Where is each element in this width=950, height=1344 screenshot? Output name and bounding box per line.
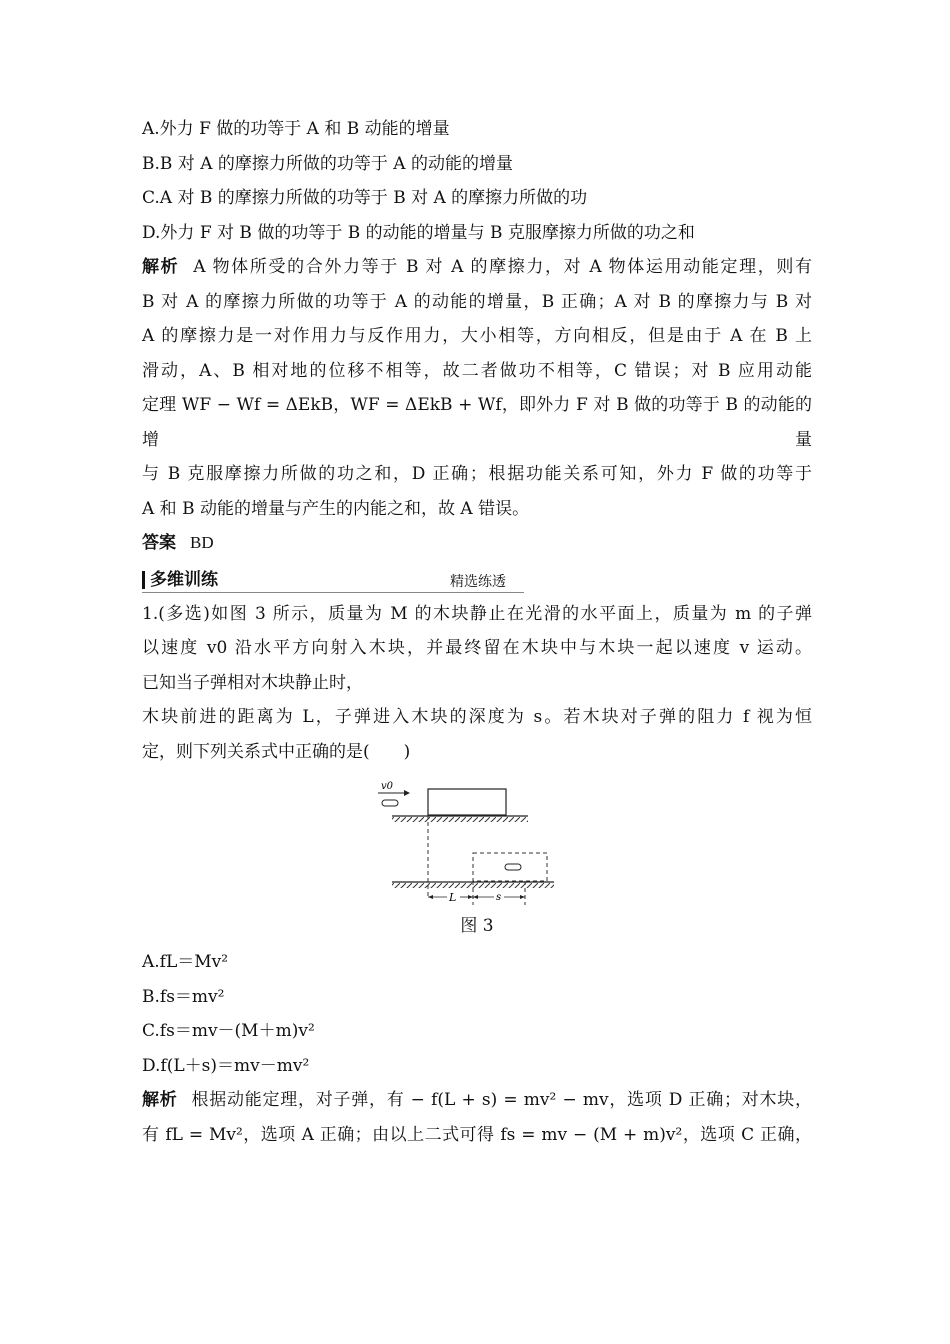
analysis1-line: A 和 B 动能的增量与产生的内能之和，故 A 错误。: [142, 498, 530, 519]
analysis1-label: 解析: [142, 257, 180, 277]
option-b-top: B.B 对 A 的摩擦力所做的功等于 A 的动能的增量: [142, 153, 513, 174]
analysis1-line: 解析 A 物体所受的合外力等于 B 对 A 的摩擦力，对 A 物体运用动能定理，则有: [142, 257, 813, 277]
figure-3: [142, 769, 812, 909]
analysis1-line: 与 B 克服摩擦力所做的功之和，D 正确；根据功能关系可知，外力 F 做的功等于: [142, 464, 812, 484]
s-arrow-left: [473, 895, 478, 899]
analysis1-line: 定理 WF − Wf = ΔEkB，WF = ΔEkB + Wf，即外力 F 对 B 做的功等于 B 的动能的增量: [142, 395, 812, 450]
L-arrow-right: [468, 895, 473, 899]
section-title: 多维训练: [150, 569, 218, 590]
bullet-final: [505, 864, 521, 870]
analysis2-line: 有 fL = Mv²，选项 A 正确；由以上二式可得 fs = mv − (M + m)v²，选项 C 正确，: [142, 1124, 812, 1145]
section-header: [142, 565, 812, 595]
analysis2-label: 解析: [142, 1090, 178, 1110]
top-scene: [378, 781, 528, 822]
question-line: 1.(多选)如图 3 所示，质量为 M 的木块静止在光滑的水平面上，质量为 m 的子弹: [142, 603, 812, 624]
option-c-bottom: C.fs＝mv－(M＋m)v²: [142, 1021, 315, 1041]
section-rule: [142, 592, 524, 593]
option-d-top: D.外力 F 对 B 做的功等于 B 的动能的增量与 B 克服摩擦力所做的功之和: [142, 222, 695, 243]
bottom-scene: [392, 853, 554, 905]
analysis2-line: 解析 根据动能定理，对子弹，有 − f(L + s) = mv² − mv，选项 D 正确；对木块，: [142, 1090, 813, 1110]
option-b-bottom: B.fs＝mv²: [142, 986, 225, 1007]
answer1-value: BD: [190, 533, 214, 552]
option-a-top: A.外力 F 做的功等于 A 和 B 动能的增量: [142, 119, 450, 139]
question-line: 以速度 v0 沿水平方向射入木块，并最终留在木块中与木块一起以速度 v 运动。: [142, 638, 812, 658]
v0-label: v0: [381, 781, 394, 792]
analysis1-line: A 的摩擦力是一对作用力与反作用力，大小相等，方向相反，但是由于 A 在 B 上: [142, 326, 812, 346]
ground-bottom-hatch: [392, 883, 554, 888]
bullet-initial: [382, 800, 398, 806]
option-a-bottom: A.fL＝Mv²: [142, 952, 229, 972]
section-bar: [142, 571, 145, 589]
answer1-label: 答案: [142, 533, 176, 553]
document-page: [142, 112, 812, 1152]
bullet-block-diagram: [142, 769, 812, 909]
ground-top-hatch: [392, 817, 528, 822]
block-initial: [428, 789, 506, 815]
question-line: 已知当子弹相对木块静止时，: [142, 672, 363, 693]
analysis1-line: 滑动，A、B 相对地的位移不相等，故二者做功不相等，C 错误；对 B 应用动能: [142, 360, 812, 381]
option-c-top: C.A 对 B 的摩擦力所做的功等于 B 对 A 的摩擦力所做的功: [142, 188, 588, 208]
answer1: [142, 526, 812, 561]
figure-caption: 图 3: [460, 916, 494, 936]
analysis1-line: B 对 A 的摩擦力所做的功等于 A 的动能的增量，B 正确；A 对 B 的摩擦力与 B 对: [142, 291, 812, 312]
option-d-bottom: D.f(L＋s)＝mv－mv²: [142, 1055, 310, 1076]
L-label: L: [449, 891, 457, 904]
L-arrow-left: [428, 895, 433, 899]
s-label: s: [496, 892, 502, 903]
section-subtitle: 精选练透: [450, 573, 506, 590]
question-line: 木块前进的距离为 L，子弹进入木块的深度为 s。若木块对子弹的阻力 f 视为恒: [142, 707, 812, 727]
s-arrow-right: [520, 895, 525, 899]
question-line: 定，则下列关系式中正确的是( ): [142, 741, 411, 762]
arrow-head: [404, 790, 410, 796]
